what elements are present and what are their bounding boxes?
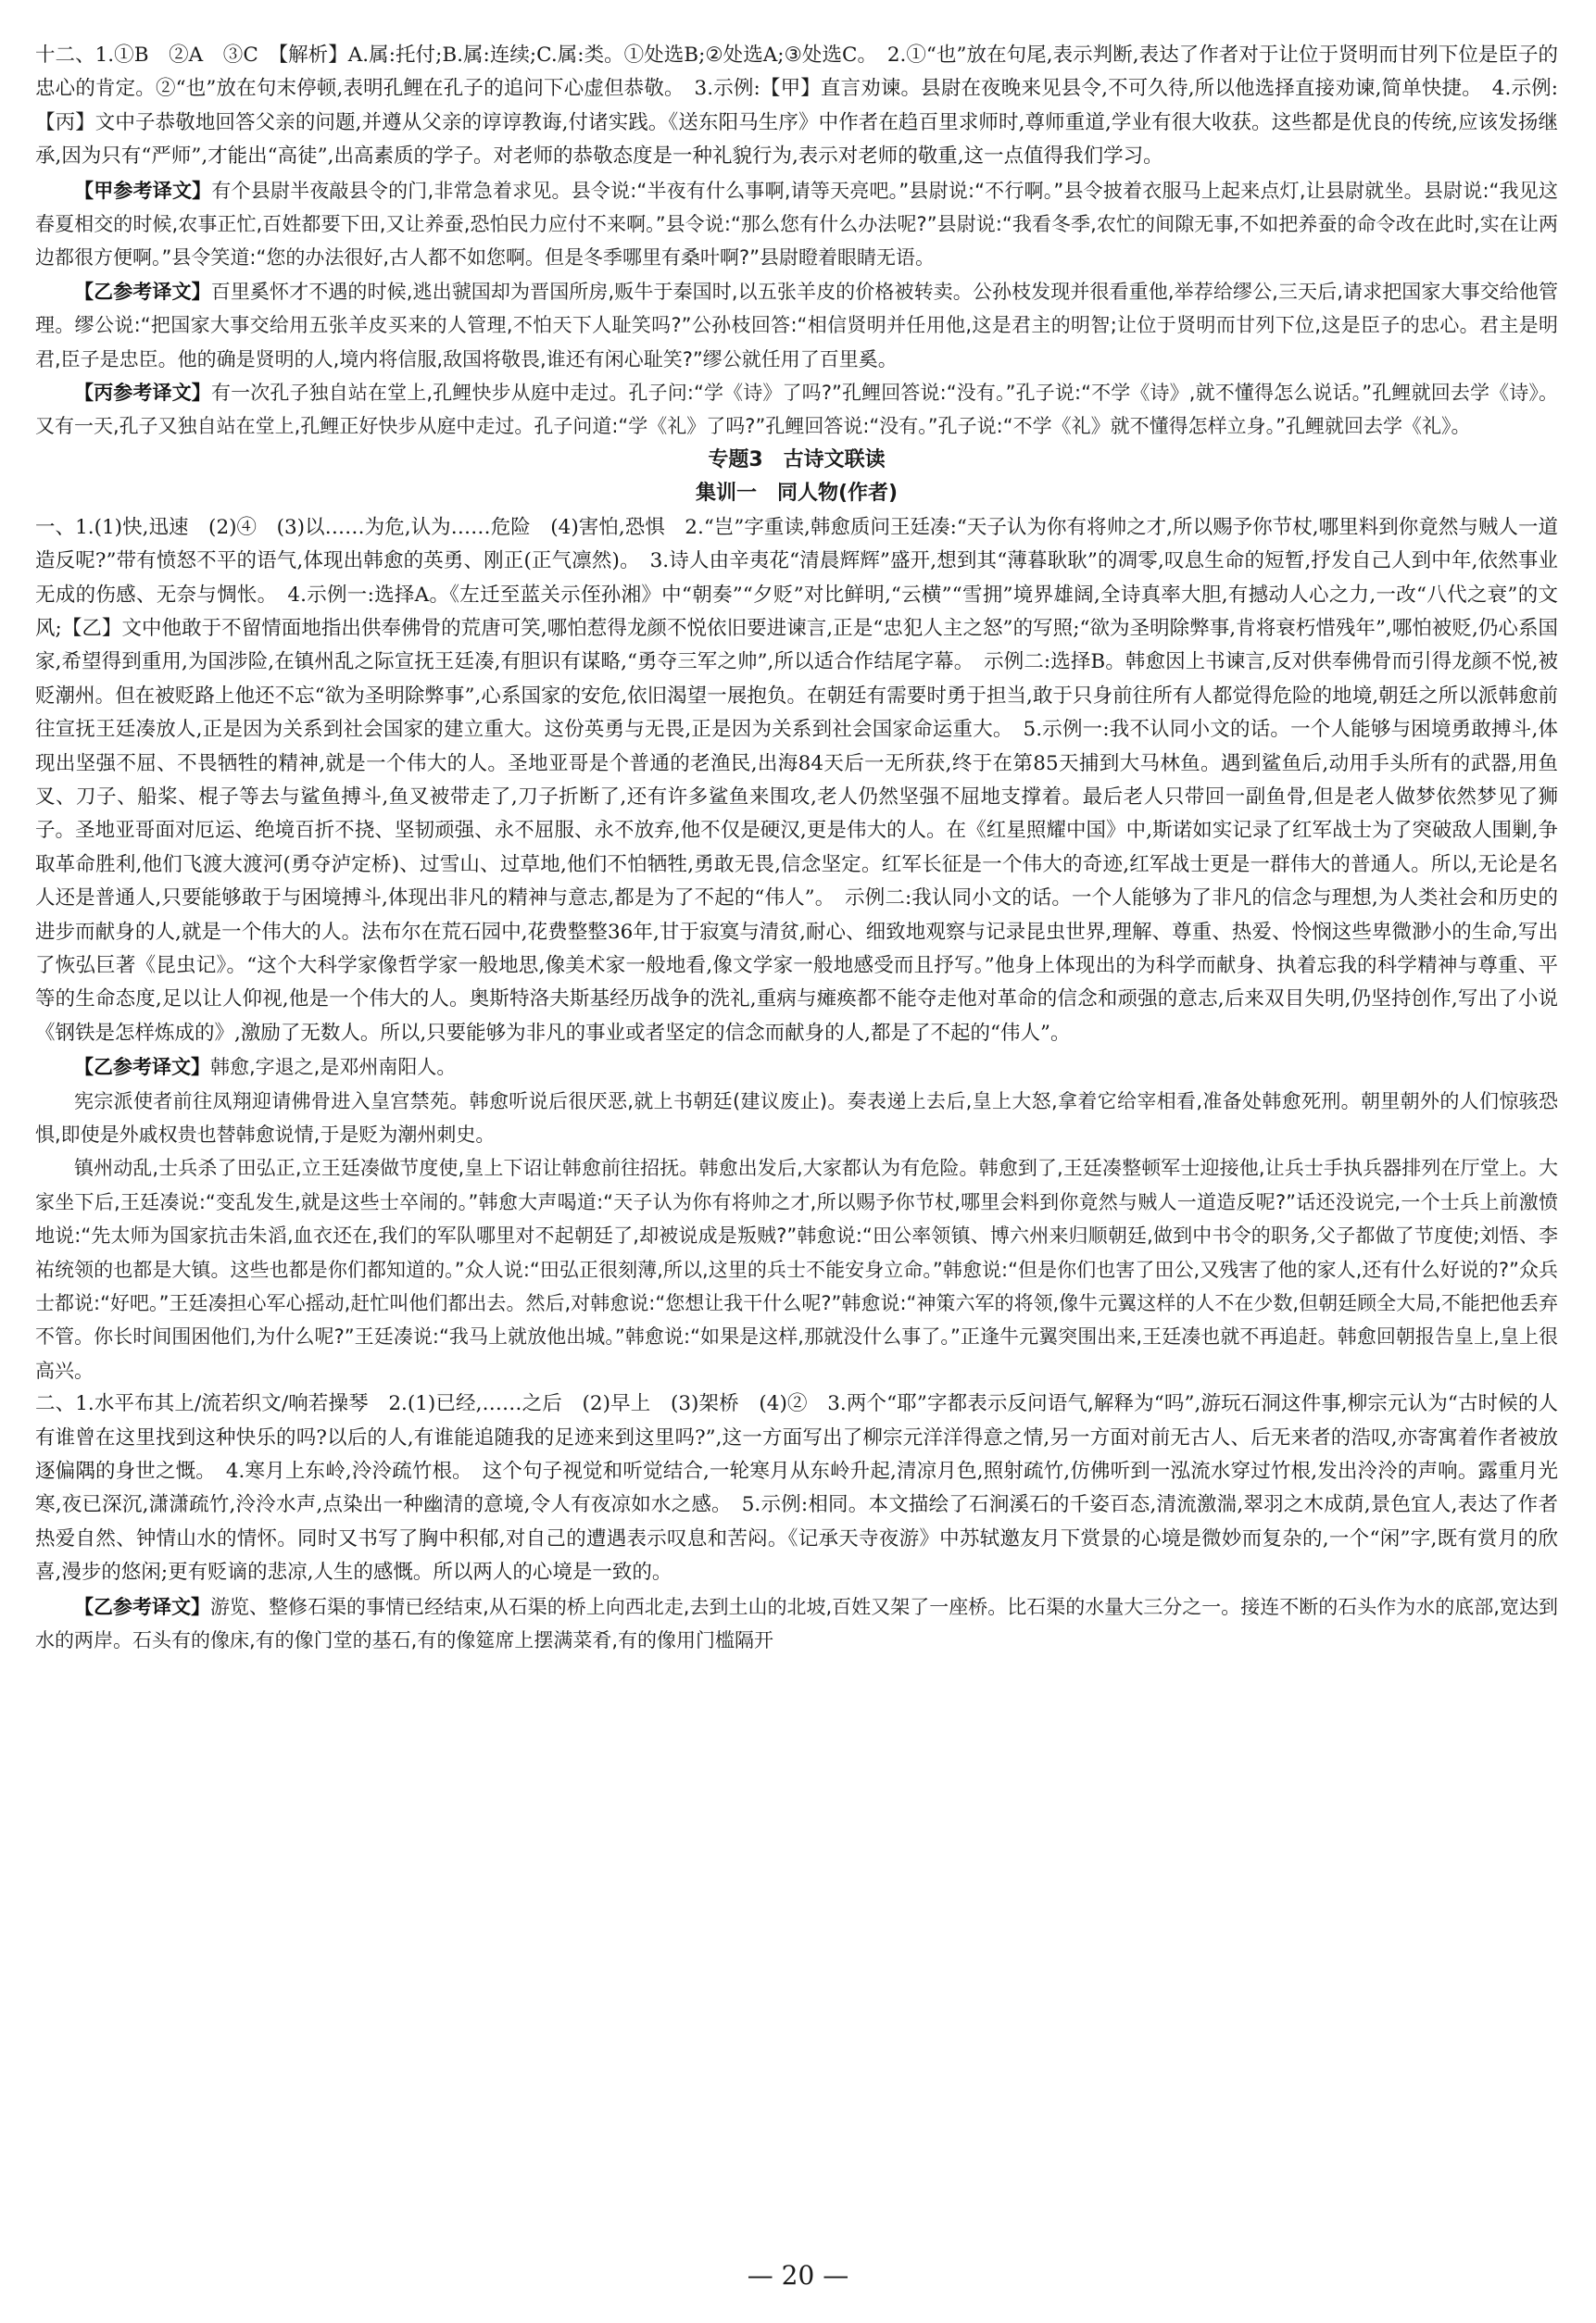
translation-bing-text: 有一次孔子独自站在堂上,孔鲤快步从庭中走过。孔子问:“学《诗》了吗?”孔鲤回答说:“没有。”孔子说:“不学《诗》,就不懂得怎么说话。”孔鲤就回去学《诗》。又有一天,孔子又独自站在堂上,孔鲤正好快步从庭中走过。孔子问道:“学《礼》了吗?”孔鲤回答说:“没有。”孔子说:“不学《礼》就不懂得怎样立身。”孔鲤就回去学《礼》。 <box>35 382 1558 438</box>
translation-yi <box>35 275 1558 376</box>
translation-jia-label: 【甲参考译文】 <box>74 179 212 202</box>
translation-yi-2-para3: 镇州动乱,士兵杀了田弘正,立王廷凑做节度使,皇上下诏让韩愈前往招抚。韩愈出发后,大家都认为有危险。韩愈到了,王廷凑整顿军士迎接他,让兵士手执兵器排列在厅堂上。大家坐下后,王廷凑说:“变乱发生,就是这些士卒闹的。”韩愈大声喝道:“天子认为你有将帅之才,所以赐予你节杖,哪里会料到你竟然与贼人一道造反呢?”话还没说完,一个士兵上前激愤地说:“先太师为国家抗击朱滔,血衣还在,我们的军队哪里对不起朝廷了,却被说成是叛贼?”韩愈说:“田公率领镇、博六州来归顺朝廷,做到中书令的职务,父子都做了节度使;刘悟、李祐统领的也都是大镇。这些也都是你们都知道的。”众人说:“田弘正很刻薄,所以,这里的兵士不能安身立命。”韩愈说:“但是你们也害了田公,又残害了他的家人,还有什么好说的?”众兵士都说:“好吧。”王廷凑担心军心摇动,赶忙叫他们都出去。然后,对韩愈说:“您想让我干什么呢?”韩愈说:“神策六军的将领,像牛元翼这样的人不在少数,但朝廷顾全大局,不能把他丢弃不管。你长时间围困他们,为什么呢?”王廷凑说:“我马上就放他出城。”韩愈说:“如果是这样,那就没什么事了。”正逢牛元翼突围出来,王廷凑也就不再追赶。韩愈回朝报告皇上,皇上很高兴。 <box>35 1157 1558 1382</box>
translation-yi-text: 百里奚怀才不遇的时候,逃出虢国却为晋国所房,贩牛于秦国时,以五张羊皮的价格被转卖。公孙枝发现并很看重他,举荐给缪公,三天后,请求把国家大事交给他管理。缪公说:“把国家大事交给用五张羊皮买来的人管理,不怕天下人耻笑吗?”公孙枝回答:“相信贤明并任用他,这是君主的明智;让位于贤明而甘列下位,这是臣子的忠心。君主是明君,臣子是忠臣。他的确是贤明的人,境内将信服,敌国将敬畏,谁还有闲心耻笑?”缪公就任用了百里奚。 <box>35 280 1559 370</box>
set-heading: 集训一 同人物(作者) <box>695 482 899 506</box>
translation-yi-3 <box>35 1590 1558 1658</box>
translation-yi-3-label: 【乙参考译文】 <box>74 1595 211 1618</box>
translation-yi-2-para2: 宪宗派使者前往凤翔迎请佛骨进入皇宫禁苑。韩愈听说后很厌恶,就上书朝廷(建议废止)。奏表递上去后,皇上大怒,拿着它给宰相看,准备处韩愈死刑。朝里朝外的人们惊骇恐惧,即使是外戚权贵也替韩愈说情,于是贬为潮州刺史。 <box>35 1089 1558 1146</box>
topic-heading: 专题3 古诗文联读 <box>708 447 886 471</box>
translation-bing-label: 【丙参考译文】 <box>74 382 211 405</box>
page-number: — 20 — <box>747 2260 849 2291</box>
translation-yi-2-label: 【乙参考译文】 <box>74 1056 210 1079</box>
translation-yi-label: 【乙参考译文】 <box>74 280 211 303</box>
translation-bing <box>35 376 1558 444</box>
translation-jia <box>35 174 1558 275</box>
section-1-answers: 一、1.(1)快,迅速 (2)④ (3)以……为危,认为……危险 (4)害怕,恐惧 2.“岂”字重读,韩愈质问王廷凑:“天子认为你有将帅之才,所以赐予你节杖,哪里料到你竟然与贼人一道造反呢?”带有愤怒不平的语气,体现出韩愈的英勇、刚正(正气凛然)。 3.诗人由辛夷花“清晨辉辉”盛开,想到其“薄暮耿耿”的凋零,叹息生命的短暂,抒发自己人到中年,依然事业无成的伤感、无奈与惆怅。 4.示例一:选择A。《左迁至蓝关示侄孙湘》中“朝奏”“夕贬”对比鲜明,“云横”“雪拥”境界雄阔,全诗真率大胆,有撼动人心之力,一改“八代之衰”的文风;【乙】文中他敢于不留情面地指出供奉佛骨的荒唐可笑,哪怕惹得龙颜不悦依旧要进谏言,正是“忠犯人主之怒”的写照;“欲为圣明除弊事,肯将衰朽惜残年”,哪怕被贬,仍心系国家,希望得到重用,为国涉险,在镇州乱之际宣抚王廷凑,有胆识有谋略,“勇夺三军之帅”,所以适合作结尾字幕。 示例二:选择B。韩愈因上书谏言,反对供奉佛骨而引得龙颜不悦,被贬潮州。但在被贬路上他还不忘“欲为圣明除弊事”,心系国家的安危,依旧渴望一展抱负。在朝廷有需要时勇于担当,敢于只身前往所有人都觉得危险的地境,朝廷之所以派韩愈前往宣抚王廷凑放人,正是因为关系到社会国家的建立重大。这份英勇与无畏,正是因为关系到社会国家命运重大。 5.示例一:我不认同小文的话。一个人能够与困境勇敢搏斗,体现出坚强不屈、不畏牺牲的精神,就是一个伟大的人。圣地亚哥是个普通的老渔民,出海84天后一无所获,终于在第85天捕到大马林鱼。遇到鲨鱼后,动用手头所有的武器,用鱼叉、刀子、船桨、棍子等去与鲨鱼搏斗,鱼叉被带走了,刀子折断了,还有许多鲨鱼来围攻,老人仍然坚强不屈地支撑着。最后老人只带回一副鱼骨,但是老人做梦依然梦见了狮子。圣地亚哥面对厄运、绝境百折不挠、坚韧顽强、永不屈服、永不放弃,他不仅是硬汉,更是伟大的人。在《红星照耀中国》中,斯诺如实记录了红军战士为了突破敌人围剿,争取革命胜利,他们飞渡大渡河(勇夺泸定桥)、过雪山、过草地,他们不怕牺牲,勇敢无畏,信念坚定。红军长征是一个伟大的奇迹,红军战士更是一群伟大的普通人。所以,无论是名人还是普通人,只要能够敢于与困境搏斗,体现出非凡的精神与意志,都是为了不起的“伟人”。 示例二:我认同小文的话。一个人能够为了非凡的信念与理想,为人类社会和历史的进步而献身的人,就是一个伟大的人。法布尔在荒石园中,花费整整36年,甘于寂寞与清贫,耐心、细致地观察与记录昆虫世界,理解、尊重、热爱、怜悯这些卑微渺小的生命,写出了恢弘巨著《昆虫记》。“这个大科学家像哲学家一般地思,像美术家一般地看,像文学家一般地感受而且抒写。”他身上体现出的为科学而献身、执着忘我的科学精神与尊重、平等的生命态度,足以让人仰视,他是一个伟大的人。奥斯特洛夫斯基经历战争的洗礼,重病与瘫痪都不能夺走他对革命的信念和顽强的意志,后来双目失明,仍坚持创作,写出了小说《钢铁是怎样炼成的》,激励了无数人。所以,只要能够为非凡的事业或者坚定的信念而献身的人,都是了不起的“伟人”。 <box>35 515 1558 1045</box>
section-12-answers: 十二、1.①B ②A ③C 【解析】A.属:托付;B.属:连续;C.属:类。①处选B;②处选A;③处选C。 2.①“也”放在句尾,表示判断,表达了作者对于让位于贤明而甘列下位是臣子的忠心的肯定。②“也”放在句末停顿,表明孔鲤在孔子的追问下心虚但恭敬。 3.示例:【甲】直言劝谏。县尉在夜晚来见县令,不可久待,所以他选择直接劝谏,简单快捷。 4.示例:【丙】文中子恭敬地回答父亲的问题,并遵从父亲的谆谆教诲,付诸实践。《送东阳马生序》中作者在趋百里求师时,尊师重道,学业有很大收获。这些都是优良的传统,应该发扬继承,因为只有“严师”,才能出“高徒”,出高素质的学子。对老师的恭敬态度是一种礼貌行为,表示对老师的敬重,这一点值得我们学习。 <box>35 44 1558 169</box>
section-2-answers: 二、1.水平布其上/流若织文/响若操琴 2.(1)已经,……之后 (2)早上 (3)架桥 (4)② 3.两个“耶”字都表示反问语气,解释为“吗”,游玩石洞这件事,柳宗元认为“古时候的人有谁曾在这里找到这种快乐的吗?以后的人,有谁能追随我的足迹来到这里吗?”,这一方面写出了柳宗元洋洋得意之情,另一方面对前无古人、后无来者的浩叹,亦寄寓着作者被放逐偏隅的身世之慨。 4.寒月上东岭,泠泠疏竹根。 这个句子视觉和听觉结合,一轮寒月从东岭升起,清凉月色,照射疏竹,仿佛听到一泓流水穿过竹根,发出泠泠的声响。露重月光寒,夜已深沉,潇潇疏竹,泠泠水声,点染出一种幽清的意境,令人有夜凉如水之感。 5.示例:相同。本文描绘了石涧溪石的千姿百态,清流激湍,翠羽之木成荫,景色宜人,表达了作者热爱自然、钟情山水的情怀。同时又书写了胸中积郁,对自己的遭遇表示叹息和苦闷。《记承天寺夜游》中苏轼邀友月下赏景的心境是微妙而复杂的,一个“闲”字,既有赏月的欣喜,漫步的悠闲;更有贬谪的悲凉,人生的感慨。所以两人的心境是一致的。 <box>35 1392 1558 1585</box>
answer-page <box>35 39 1558 1658</box>
translation-yi-2-text: 韩愈,字退之,是邓州南阳人。 <box>210 1056 457 1079</box>
translation-jia-text: 有个县尉半夜敲县令的门,非常急着求见。县令说:“半夜有什么事啊,请等天亮吧。”县尉说:“不行啊。”县令披着衣服马上起来点灯,让县尉就坐。县尉说:“我见这春夏相交的时候,农事正忙,百姓都要下田,又让养蚕,恐怕民力应付不来啊。”县令说:“那么您有什么办法呢?”县尉说:“我看冬季,农忙的间隙无事,不如把养蚕的命令改在此时,实在让两边都很方便啊。”县令笑道:“您的办法很好,古人都不如您啊。但是冬季哪里有桑叶啊?”县尉瞪着眼睛无语。 <box>35 179 1558 270</box>
translation-yi-2 <box>35 1050 1558 1084</box>
translation-yi-3-text: 游览、整修石渠的事情已经结束,从石渠的桥上向西北走,去到土山的北坡,百姓又架了一座桥。比石渠的水量大三分之一。接连不断的石头作为水的底部,宽达到水的两岸。石头有的像床,有的像门堂的基石,有的像筵席上摆满菜肴,有的像用门槛隔开 <box>35 1595 1558 1652</box>
